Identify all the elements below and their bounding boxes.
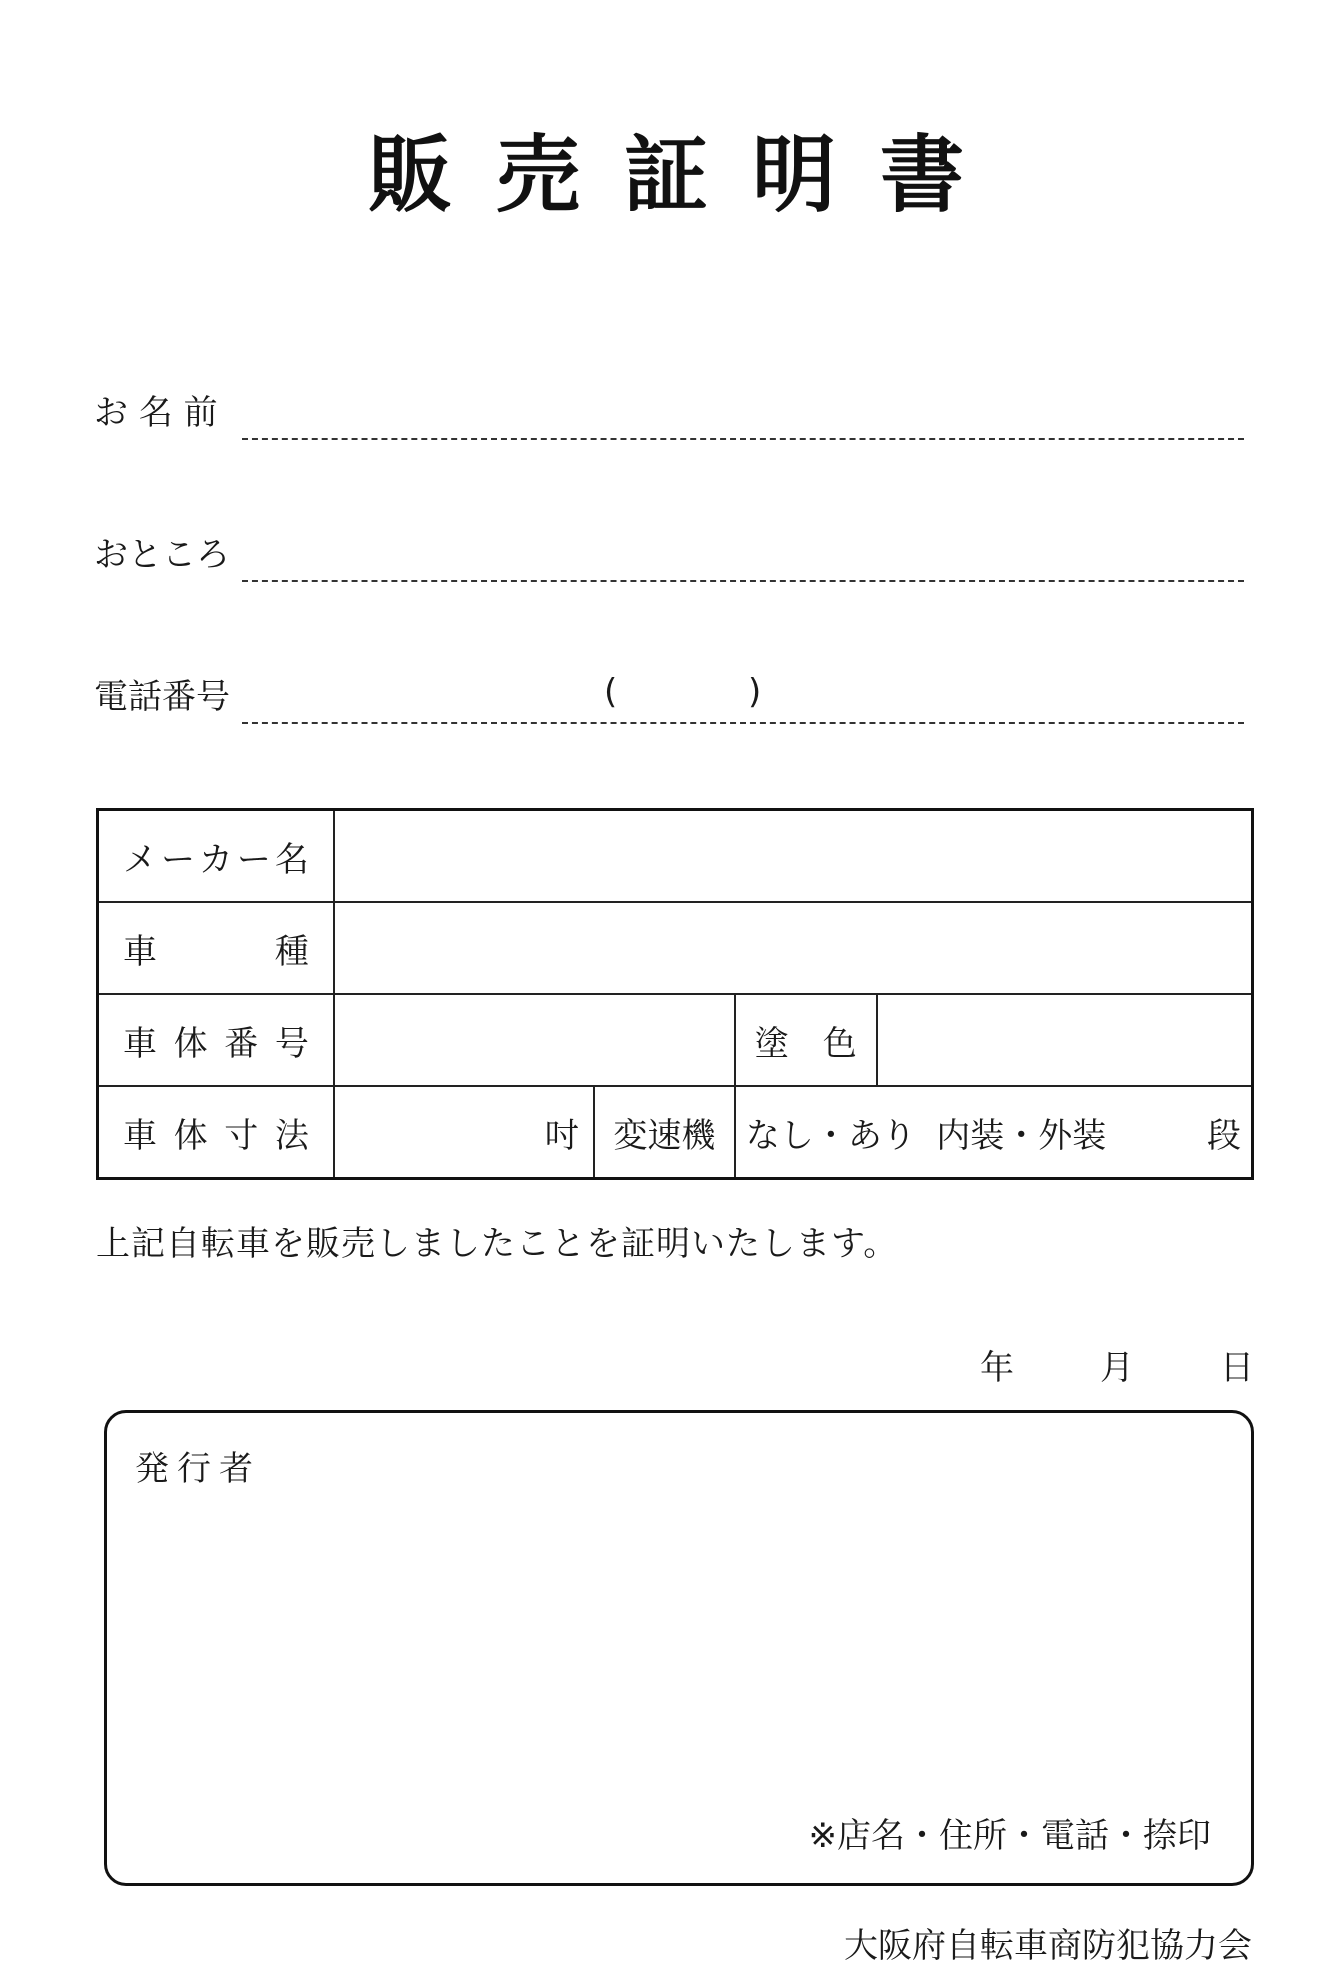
issuer-note: ※店名・住所・電話・捺印 (808, 1816, 1211, 1856)
vehicle-info-table (96, 808, 1254, 1180)
maker-input-cell[interactable] (334, 810, 1253, 903)
size-input-cell[interactable] (334, 1086, 594, 1179)
name-input-line[interactable] (242, 438, 1244, 440)
size-label-cell: 車 体 寸 法 (98, 1086, 334, 1179)
gear-type-options[interactable]: 内装・外装 (936, 1115, 1107, 1156)
date-month: 月 (1100, 1348, 1134, 1388)
form-title: 販売証明書 (367, 125, 1008, 224)
color-input-cell[interactable] (877, 994, 1253, 1086)
size-gear-row (98, 1086, 1253, 1179)
maker-label-cell: メ ー カ ー 名 (98, 810, 334, 903)
name-field (94, 382, 1244, 442)
phone-field (94, 666, 1244, 726)
issuer-box[interactable] (104, 1410, 1254, 1886)
phone-label: 電話番号 (94, 677, 230, 717)
date-line[interactable] (980, 1340, 1254, 1389)
phone-input-line[interactable] (242, 722, 1244, 724)
frame-number-label-cell: 車 体 番 号 (98, 994, 334, 1086)
frame-number-input-cell[interactable] (334, 994, 735, 1086)
phone-area-open-paren: ( (604, 672, 618, 712)
association-name: 大阪府自転車商防犯協力会 (844, 1926, 1252, 1966)
certification-statement: 上記自転車を販売しましたことを証明いたします。 (96, 1224, 899, 1264)
maker-row (98, 810, 1253, 903)
date-day: 日 (1220, 1348, 1254, 1388)
gear-presence-options[interactable]: なし・あり (745, 1115, 916, 1156)
phone-area-close-paren: ) (748, 672, 762, 712)
gear-label-cell: 変速機 (594, 1086, 735, 1179)
gear-unit: 段 (1206, 1115, 1241, 1156)
date-year: 年 (980, 1348, 1014, 1388)
model-label-cell: 車 種 (98, 902, 334, 994)
address-field (94, 524, 1244, 584)
size-unit: 吋 (544, 1115, 579, 1156)
issuer-label: 発行者 (135, 1449, 261, 1489)
model-row (98, 902, 1253, 994)
name-label: お 名 前 (94, 393, 218, 433)
address-input-line[interactable] (242, 580, 1244, 582)
color-label-cell: 塗 色 (735, 994, 877, 1086)
frame-number-row (98, 994, 1253, 1086)
gear-options-cell[interactable] (735, 1086, 1253, 1179)
model-input-cell[interactable] (334, 902, 1253, 994)
address-label: おところ (94, 535, 230, 575)
